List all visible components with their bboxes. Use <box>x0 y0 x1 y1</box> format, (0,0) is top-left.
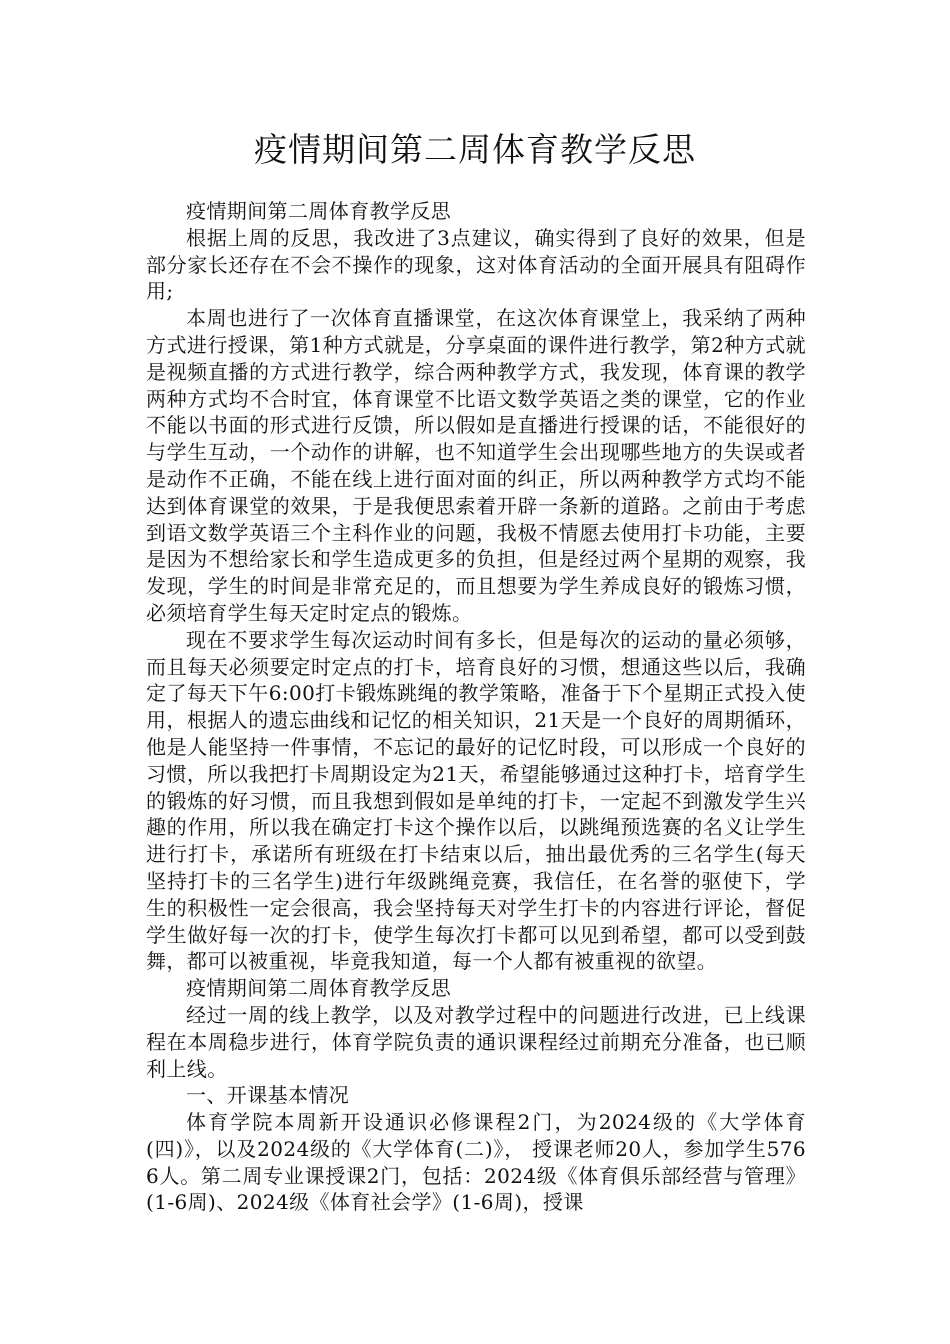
paragraph-live-class: 本周也进行了一次体育直播课堂，在这次体育课堂上，我采纳了两种方式进行授课，第1种方式就是，分享桌面的课件进行教学，第2种方式就是视频直播的方式进行教学，综合两种教学方式，我发现，体育课的教学两种方式均不合时宜，体育课堂不比语文数学英语之类的课堂，它的作业不能以书面的形式进行反馈，所以假如是直播进行授课的话，不能很好的与学生互动，一个动作的讲解，也不知道学生会出现哪些地方的失误或者是动作不正确，不能在线上进行面对面的纠正，所以两种教学方式均不能达到体育课堂的效果，于是我便思索着开辟一条新的道路。之前由于考虑到语文数学英语三个主科作业的问题，我极不情愿去使用打卡功能，主要是因为不想给家长和学生造成更多的负担，但是经过两个星期的观察，我发现，学生的时间是非常充足的，而且想要为学生养成良好的锻炼习惯，必须培育学生每天定时定点的锻炼。 <box>146 306 806 625</box>
document-title: 疫情期间第二周体育教学反思 <box>254 130 696 169</box>
section-heading-course-overview: 一、开课基本情况 <box>186 1083 350 1108</box>
paragraph-subtitle: 疫情期间第二周体育教学反思 <box>186 199 452 223</box>
paragraph-second-heading: 疫情期间第二周体育教学反思 <box>186 976 452 1001</box>
document-body <box>146 198 806 1216</box>
paragraph-online-teaching: 经过一周的线上教学，以及对教学过程中的问题进行改进，已上线课程在本周稳步进行，体育学院负责的通识课程经过前期充分准备，也已顺利上线。 <box>146 1002 806 1081</box>
paragraph-improvement: 根据上周的反思，我改进了3点建议，确实得到了良好的效果，但是部分家长还存在不会不操作的现象，这对体育活动的全面开展具有阻碍作用; <box>146 225 806 304</box>
paragraph-checkin-strategy: 现在不要求学生每次运动时间有多长，但是每次的运动的量必须够，而且每天必须要定时定点的打卡，培育良好的习惯，想通这些以后，我确定了每天下午6:00打卡锻炼跳绳的教学策略，准备于下个星期正式投入使用，根据人的遗忘曲线和记忆的相关知识，21天是一个良好的周期循环，他是人能坚持一件事情，不忘记的最好的记忆时段，可以形成一个良好的习惯，所以我把打卡周期设定为21天，希望能够通过这种打卡，培育学生的锻炼的好习惯，而且我想到假如是单纯的打卡，一定起不到激发学生兴趣的作用，所以我在确定打卡这个操作以后，以跳绳预选赛的名义让学生进行打卡，承诺所有班级在打卡结束以后，抽出最优秀的三名学生(每天坚持打卡的三名学生)进行年级跳绳竞赛，我信任，在名誉的驱使下，学生的积极性一定会很高，我会坚持每天对学生打卡的内容进行评论，督促学生做好每一次的打卡，使学生每次打卡都可以见到希望，都可以受到鼓舞，都可以被重视，毕竟我知道，每一个人都有被重视的欲望。 <box>146 627 806 974</box>
paragraph-course-details: 体育学院本周新开设通识必修课程2门，为2024级的《大学体育(四)》，以及2024级的《大学体育(二)》， 授课老师20人，参加学生5766人。第二周专业课授课2门，包括：2024级《体育俱乐部经营与管理》(1-6周)、2024级《体育社会学》(1-6周)，授课 <box>146 1110 806 1215</box>
